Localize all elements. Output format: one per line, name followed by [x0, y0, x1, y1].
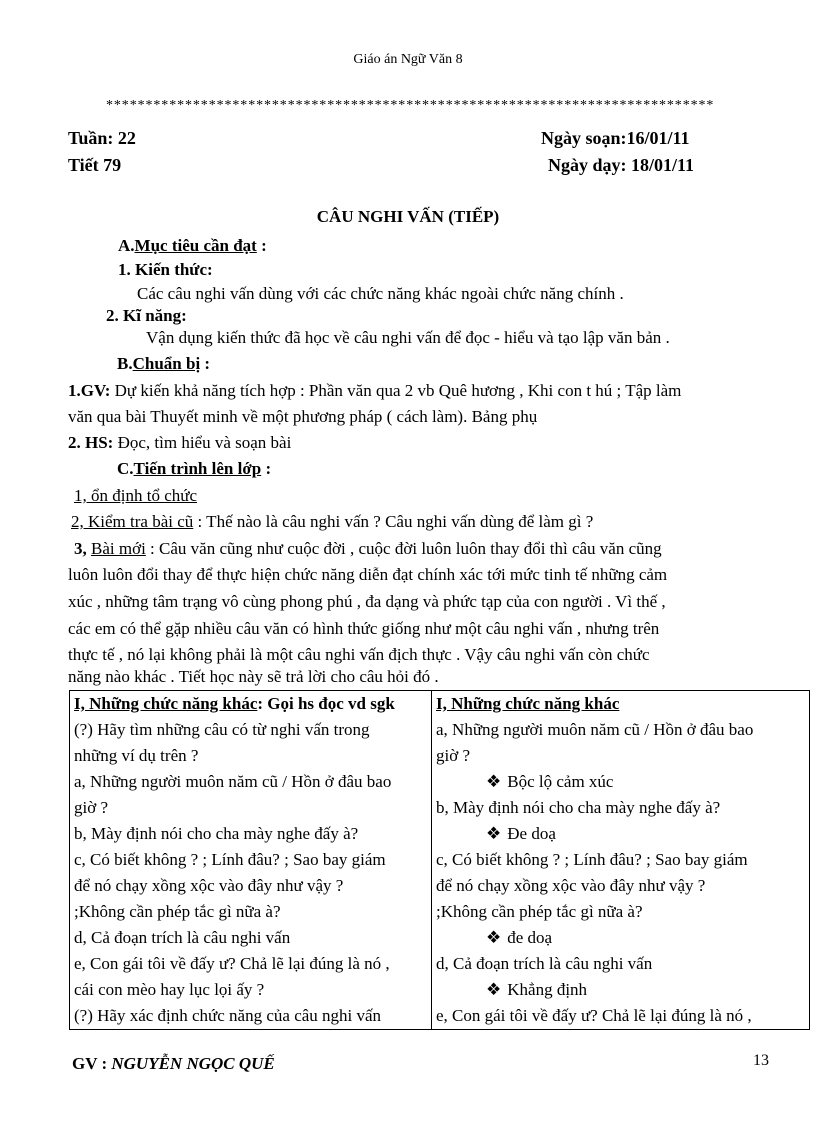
gv-label: 1.GV:: [68, 381, 111, 400]
item-3-text: : Câu văn cũng như cuộc đời , cuộc đời luôn luôn thay đổi thì câu văn cũng: [145, 539, 662, 558]
right-line-text: Khẳng định: [507, 980, 588, 999]
section-c-colon: :: [261, 459, 272, 478]
section-a-label: A.: [118, 236, 135, 255]
left-line: e, Con gái tôi về đấy ư? Chả lẽ lại đúng là nó ,: [74, 954, 390, 973]
footer-gv-label: GV :: [72, 1054, 112, 1073]
left-line: d, Cả đoạn trích là câu nghi vấn: [74, 928, 291, 947]
right-line: [436, 717, 805, 743]
knowledge-text: Các câu nghi vấn dùng với các chức năng khác ngoài chức năng chính .: [137, 284, 624, 303]
right-line: [436, 743, 805, 769]
item-3-line-3: xúc , những tâm trạng vô cùng phong phú , đa dạng và phức tạp của con người . Vì thế ,: [68, 592, 666, 611]
item-3-line-2: luôn luôn đổi thay để thực hiện chức năng diễn đạt chính xác tới mức tinh tế những cảm: [68, 565, 668, 584]
page-title: CÂU NGHI VẤN (TIẾP): [316, 207, 500, 226]
right-line-text: a, Những người muôn năm cũ / Hồn ở đâu bao: [436, 720, 754, 739]
item-3-line-1: [74, 539, 662, 559]
prep-date: Ngày soạn:16/01/11: [541, 128, 690, 148]
function-bullet: [436, 821, 805, 847]
section-b-colon: :: [200, 354, 211, 373]
right-line-text: e, Con gái tôi về đấy ư? Chả lẽ lại đúng là nó ,: [436, 1006, 752, 1025]
diamond-bullet-icon: ❖: [486, 928, 502, 947]
separator: *****************************************************************************: [106, 98, 715, 113]
skills-text: Vận dụng kiến thức đã học về câu nghi vấn để đọc - hiểu và tạo lập văn bản .: [146, 328, 670, 347]
item-2-label: 2, Kiểm tra bài cũ: [71, 512, 194, 531]
left-column-heading: [74, 691, 427, 717]
item-3-line-6: năng nào khác . Tiết học này sẽ trả lời cho câu hỏi đó .: [68, 667, 439, 686]
left-line: để nó chạy xồng xộc vào đây như vậy ?: [74, 876, 344, 895]
item-3-num: 3,: [74, 539, 91, 558]
section-b-title: Chuẩn bị: [132, 354, 201, 373]
left-heading-label: I, Những chức năng khác: [74, 694, 258, 713]
left-lines: [74, 717, 427, 1029]
diamond-bullet-icon: ❖: [486, 824, 502, 843]
item-2-text: : Thế nào là câu nghi vấn ? Câu nghi vấn dùng để làm gì ?: [193, 512, 594, 531]
left-line: giờ ?: [74, 798, 109, 817]
right-line: [436, 873, 805, 899]
right-line-text: b, Mày định nói cho cha mày nghe đấy à?: [436, 798, 721, 817]
teach-date: Ngày dạy: 18/01/11: [548, 155, 695, 175]
right-line: [436, 1003, 805, 1029]
hs-text: Đọc, tìm hiểu và soạn bài: [113, 433, 292, 452]
left-heading-rest: : Gọi hs đọc vd sgk: [257, 694, 395, 713]
left-line: a, Những người muôn năm cũ / Hồn ở đâu bao: [74, 772, 392, 791]
section-c-heading: [117, 459, 271, 479]
function-bullet: [436, 769, 805, 795]
diamond-bullet-icon: ❖: [486, 980, 502, 999]
knowledge-label: 1. Kiến thức:: [118, 260, 213, 279]
page-number: 13: [753, 1052, 769, 1069]
content-table: [69, 690, 810, 1030]
left-line: c, Có biết không ? ; Lính đâu? ; Sao bay giám: [74, 850, 386, 869]
hs-line: [68, 433, 291, 453]
right-line: [436, 847, 805, 873]
right-column-heading: [436, 691, 805, 717]
lesson-label: Tiết 79: [68, 155, 122, 175]
left-line: cái con mèo hay lục lọi ấy ?: [74, 980, 265, 999]
right-line-text: ;Không cần phép tắc gì nữa à?: [436, 902, 643, 921]
section-a-heading: [118, 236, 267, 256]
gv-line-2: văn qua bài Thuyết minh về một phương pháp ( cách làm). Bảng phụ: [68, 407, 538, 426]
footer-teacher: [72, 1054, 275, 1074]
item-2: [71, 512, 593, 532]
section-b-heading: [117, 354, 210, 374]
right-line: [436, 899, 805, 925]
left-column: [70, 691, 432, 1030]
footer-teacher-name: NGUYỄN NGỌC QUẾ: [111, 1054, 275, 1073]
diamond-bullet-icon: ❖: [486, 772, 502, 791]
left-line: những ví dụ trên ?: [74, 746, 199, 765]
gv-text: Dự kiến khả năng tích hợp : Phần văn qua 2 vb Quê hương , Khi con t hú ; Tập làm: [110, 381, 682, 400]
skills-label: 2. Kĩ năng:: [106, 306, 187, 325]
item-3-label: Bài mới: [91, 539, 146, 558]
right-line: [436, 951, 805, 977]
right-lines: [436, 717, 805, 1029]
item-3-line-4: các em có thể gặp nhiều câu văn có hình thức giống như một câu nghi vấn , nhưng trên: [68, 619, 660, 638]
item-1: 1, ổn định tổ chức: [74, 486, 198, 505]
section-c-label: C.: [117, 459, 134, 478]
right-heading-label: I, Những chức năng khác: [436, 694, 620, 713]
right-line: [436, 795, 805, 821]
item-3-line-5: thực tế , nó lại không phải là một câu nghi vấn địch thực . Vậy câu nghi vấn còn chức: [68, 645, 650, 664]
function-bullet: [436, 925, 805, 951]
section-c-title: Tiến trình lên lớp: [133, 459, 262, 478]
hs-label: 2. HS:: [68, 433, 114, 452]
function-bullet: [436, 977, 805, 1003]
section-a-colon: :: [256, 236, 267, 255]
right-line-text: Bộc lộ cảm xúc: [507, 772, 614, 791]
section-a-title: Mục tiêu cần đạt: [134, 236, 257, 255]
left-line: (?) Hãy xác định chức năng của câu nghi vấn: [74, 1006, 382, 1025]
section-b-label: B.: [117, 354, 133, 373]
right-line-text: giờ ?: [436, 746, 471, 765]
gv-line-1: [68, 381, 681, 401]
right-column: [432, 691, 810, 1030]
right-line-text: d, Cả đoạn trích là câu nghi vấn: [436, 954, 653, 973]
right-line-text: c, Có biết không ? ; Lính đâu? ; Sao bay giám: [436, 850, 748, 869]
week-label: Tuần: 22: [68, 128, 136, 148]
left-line: b, Mày định nói cho cha mày nghe đấy à?: [74, 824, 359, 843]
right-line-text: để nó chạy xồng xộc vào đây như vậy ?: [436, 876, 706, 895]
left-line: ;Không cần phép tắc gì nữa à?: [74, 902, 281, 921]
right-line-text: đe doạ: [507, 928, 553, 947]
left-line: (?) Hãy tìm những câu có từ nghi vấn trong: [74, 720, 370, 739]
right-line-text: Đe doạ: [507, 824, 556, 843]
page-header: Giáo án Ngữ Văn 8: [353, 52, 463, 67]
